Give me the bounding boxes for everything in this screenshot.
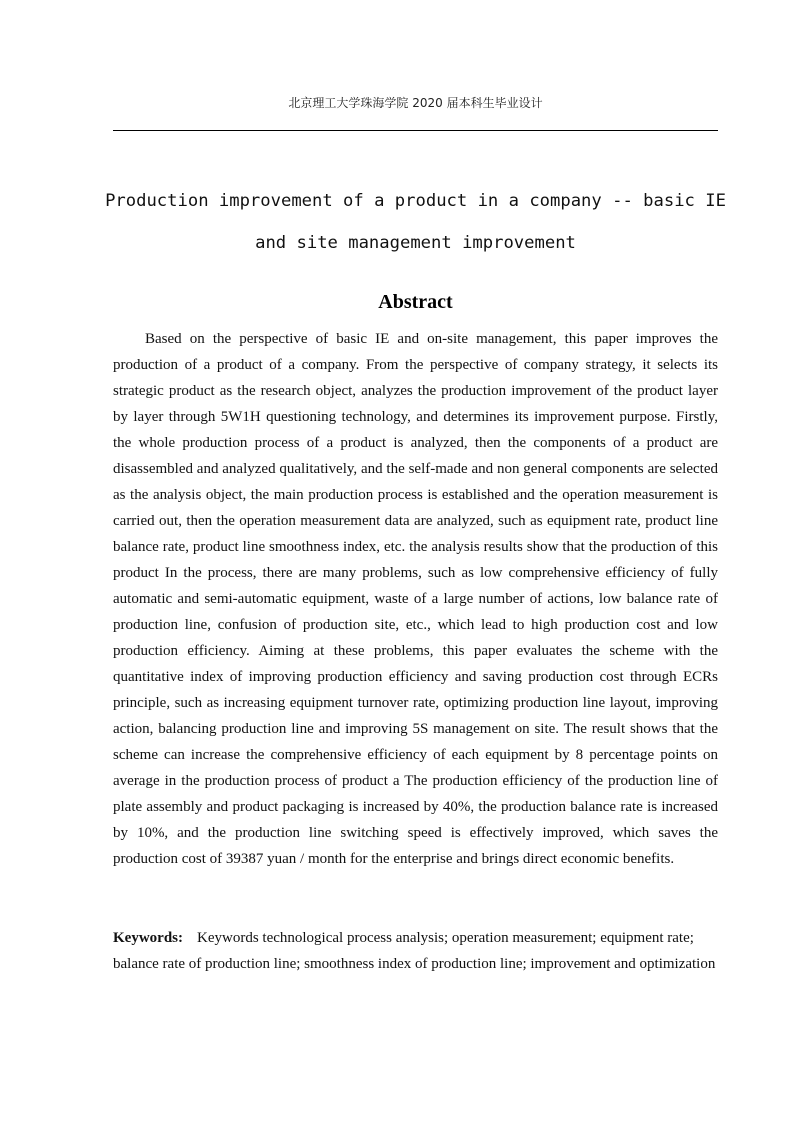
abstract-heading: Abstract: [378, 291, 453, 313]
keywords-paragraph: [113, 925, 718, 977]
header-divider: [113, 130, 718, 131]
running-header: 北京理工大学珠海学院 2020 届本科生毕业设计: [288, 96, 543, 110]
keywords-list: Keywords technological process analysis; operation measurement; equipment rate; balance rate of production line; smoothness index of production line; improvement and optimization: [113, 930, 716, 972]
paper-title: Production improvement of a product in a company -- basic IE and site management improvement: [105, 191, 726, 253]
keywords-label: Keywords:: [113, 930, 183, 946]
abstract-body: Based on the perspective of basic IE and on-site management, this paper improves the production of a product of a company. From the perspective of company strategy, it selects its strategic product as the research object, analyzes the production improvement of the product layer by layer through 5W1H questioning technology, and determines its improvement purpose. Firstly, the whole production process of a product is analyzed, then the components of a product are disassembled and analyzed qualitatively, and the self-made and non general components are selected as the analysis object, the main production process is established and the operation measurement is carried out, then the operation measurement data are analyzed, such as equipment rate, product line balance rate, product line smoothness index, etc. the analysis results show that the production of this product In the process, there are many problems, such as low comprehensive efficiency of fully automatic and semi-automatic equipment, waste of a large number of actions, low balance rate of production line, confusion of production site, etc., which lead to high production cost and low production efficiency. Aiming at these problems, this paper evaluates the scheme with the quantitative index of improving production efficiency and saving production cost through ECRs principle, such as increasing equipment turnover rate, optimizing production line layout, improving action, balancing production line and improving 5S management on site. The result shows that the scheme can increase the comprehensive efficiency of each equipment by 8 percentage points on average in the production process of product a The production efficiency of the production line of plate assembly and product packaging is increased by 40%, the production balance rate is increased by 10%, and the production line switching speed is effectively improved, which saves the production cost of 39387 yuan / month for the enterprise and brings direct economic benefits.: [113, 331, 718, 867]
